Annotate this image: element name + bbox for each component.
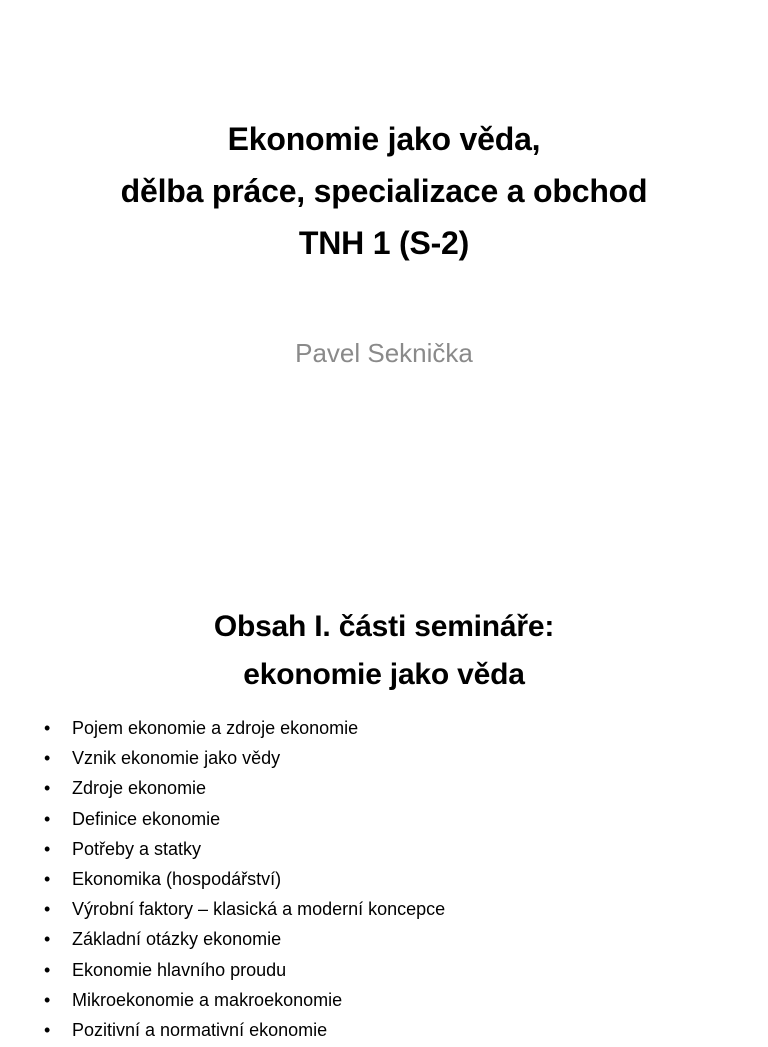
title-line: dělba práce, specializace a obchod — [120, 173, 648, 209]
list-item — [44, 926, 445, 956]
list-item-text: Výrobní faktory – klasická a moderní koncepce — [72, 899, 446, 920]
bullet-icon: • — [44, 929, 51, 950]
list-item-text: Ekonomie hlavního proudu — [72, 959, 287, 980]
list-item — [44, 987, 445, 1017]
list-item-text: Zdroje ekonomie — [72, 778, 207, 799]
list-item — [44, 745, 445, 775]
bullet-icon: • — [44, 838, 51, 859]
list-item-text: Potřeby a statky — [72, 838, 202, 859]
title-line: ekonomie jako věda — [243, 658, 525, 691]
list-item — [44, 866, 445, 896]
slide-title — [0, 113, 768, 269]
list-item — [44, 1017, 445, 1047]
slide-title — [0, 603, 768, 699]
title-line: TNH 1 (S-2) — [298, 225, 470, 261]
bullet-icon: • — [44, 899, 51, 920]
bullet-icon: • — [44, 718, 51, 738]
list-item — [44, 775, 445, 805]
list-item — [44, 806, 445, 836]
list-item-text: Základní otázky ekonomie — [72, 929, 282, 950]
author-name: Pavel Seknička — [295, 338, 473, 368]
list-item-text: Vznik ekonomie jako vědy — [72, 748, 281, 769]
bullet-icon: • — [44, 868, 51, 889]
list-item — [44, 896, 445, 926]
list-item — [44, 836, 445, 866]
contents-list — [44, 715, 445, 1047]
list-item-text: Mikroekonomie a makroekonomie — [72, 989, 343, 1010]
list-item-text: Pozitivní a normativní ekonomie — [72, 1019, 328, 1040]
bullet-icon: • — [44, 778, 51, 799]
title-line: Obsah I. části semináře: — [213, 610, 555, 643]
bullet-icon: • — [44, 989, 51, 1010]
list-item-text: Definice ekonomie — [72, 808, 221, 829]
list-item-text: Pojem ekonomie a zdroje ekonomie — [72, 718, 359, 738]
contents-slide — [0, 576, 768, 1040]
bullet-icon: • — [44, 959, 51, 980]
list-item — [44, 715, 445, 745]
bullet-icon: • — [44, 1019, 51, 1040]
title-line: Ekonomie jako věda, — [227, 121, 541, 157]
list-item-text: Ekonomika (hospodářství) — [72, 868, 282, 889]
list-item — [44, 957, 445, 987]
bullet-icon: • — [44, 748, 51, 769]
bullet-icon: • — [44, 808, 51, 829]
